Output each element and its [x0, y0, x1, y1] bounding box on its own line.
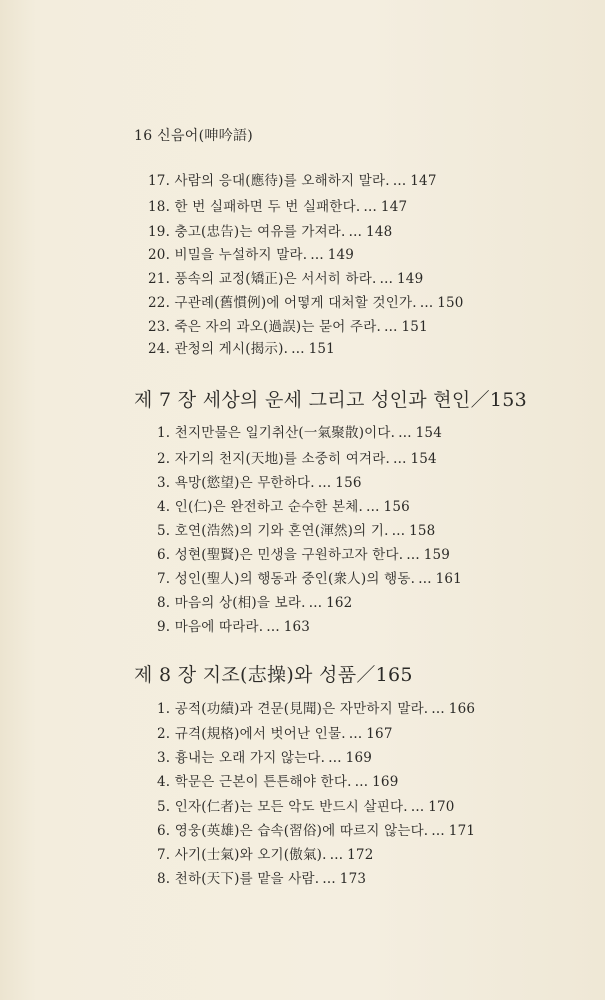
toc-entry [148, 270, 423, 288]
toc-leader: … [431, 823, 446, 839]
toc-page-number: 154 [410, 451, 437, 467]
toc-entry-text: 4. 인(仁)은 완전하고 순수한 본체. [157, 499, 364, 515]
toc-leader: … [348, 224, 364, 240]
toc-page-number: 151 [308, 341, 335, 357]
toc-leader: … [379, 271, 395, 287]
toc-page-number: 158 [409, 523, 436, 539]
toc-entry [157, 498, 410, 516]
toc-entry-text: 4. 학문은 근본이 튼튼해야 한다. [157, 774, 352, 790]
toc-leader: … [317, 475, 333, 491]
toc-page-number: 163 [283, 619, 311, 635]
toc-entry-text: 7. 사기(士氣)와 오기(傲氣). [157, 847, 327, 863]
toc-entry-text: 6. 성현(聖賢)은 민생을 구원하고자 한다. [157, 547, 404, 563]
toc-entry [157, 570, 462, 588]
toc-page-number: 161 [435, 571, 462, 587]
toc-page-number: 154 [415, 425, 443, 441]
toc-page-number: 169 [372, 774, 399, 790]
toc-entry [148, 223, 392, 241]
toc-entry-text: 21. 풍속의 교정(矯正)은 서서히 하라. [148, 271, 377, 287]
toc-entry [148, 340, 335, 358]
toc-entry-text: 8. 천하(天下)를 맡을 사람. [157, 871, 320, 887]
toc-entry [157, 424, 442, 442]
toc-page-number: 149 [397, 271, 424, 287]
toc-page-number: 170 [428, 799, 455, 815]
toc-leader: … [363, 199, 378, 215]
toc-entry [157, 618, 310, 636]
toc-entry-text: 2. 자기의 천지(天地)를 소중히 여겨라. [157, 451, 390, 467]
toc-leader: … [354, 774, 370, 790]
toc-entry-text: 24. 관청의 게시(揭示). [148, 341, 289, 357]
toc-page-number: 156 [335, 475, 362, 491]
toc-entry [157, 749, 372, 767]
toc-leader: … [291, 341, 306, 357]
toc-page-number: 171 [448, 823, 476, 839]
toc-entry-text: 5. 인자(仁者)는 모든 악도 반드시 살핀다. [157, 799, 408, 815]
toc-page-number: 167 [366, 726, 393, 742]
toc-entry [157, 773, 399, 791]
toc-entry-text: 1. 천지만물은 일기취산(一氣聚散)이다. [157, 425, 396, 441]
toc-entry-text: 17. 사람의 응대(應待)를 오해하지 말라. [148, 173, 390, 189]
toc-leader: … [328, 750, 343, 766]
toc-entry-text: 2. 규격(規格)에서 벗어난 인물. [157, 726, 346, 742]
toc-page-number: 151 [401, 319, 428, 335]
toc-leader: … [308, 595, 324, 611]
toc-entry [157, 846, 374, 864]
toc-entry [157, 870, 366, 888]
toc-page-number: 173 [339, 871, 367, 887]
toc-page-number: 166 [448, 701, 476, 717]
toc-leader: … [410, 799, 426, 815]
toc-entry [157, 474, 362, 492]
toc-entry [157, 450, 437, 468]
toc-leader: … [329, 847, 345, 863]
toc-entry [157, 725, 393, 743]
toc-page-number: 169 [345, 750, 373, 766]
toc-entry-text: 5. 호연(浩然)의 기와 혼연(渾然)의 기. [157, 523, 389, 539]
toc-leader: … [310, 247, 325, 263]
toc-entry-text: 19. 충고(忠告)는 여유를 가져라. [148, 224, 346, 240]
chapter-8-heading: 제 8 장 지조(志操)와 성품／165 [134, 664, 413, 686]
toc-entry-text: 1. 공적(功績)과 견문(見聞)은 자만하지 말라. [157, 701, 429, 717]
toc-entry-text: 6. 영웅(英雄)은 습속(習俗)에 따르지 않는다. [157, 823, 429, 839]
toc-leader: … [419, 295, 435, 311]
toc-leader: … [406, 547, 421, 563]
toc-entry-text: 20. 비밀을 누설하지 말라. [148, 247, 308, 263]
toc-entry-text: 8. 마음의 상(相)을 보라. [157, 595, 306, 611]
toc-leader: … [392, 173, 408, 189]
toc-entry [148, 198, 407, 216]
toc-entry [157, 822, 475, 840]
toc-page-number: 147 [380, 199, 408, 215]
toc-leader: … [322, 871, 337, 887]
toc-page-number: 149 [327, 247, 355, 263]
toc-leader: … [431, 701, 446, 717]
toc-entry [148, 172, 437, 190]
toc-entry-text: 18. 한 번 실패하면 두 번 실패한다. [148, 199, 361, 215]
toc-entry [157, 700, 475, 718]
toc-entry-text: 22. 구관례(舊慣例)에 어떻게 대처할 것인가. [148, 295, 417, 311]
toc-entry-text: 3. 흉내는 오래 가지 않는다. [157, 750, 326, 766]
toc-page-number: 150 [437, 295, 464, 311]
toc-entry [148, 294, 464, 312]
toc-leader: … [418, 571, 433, 587]
toc-entry-text: 7. 성인(聖人)의 행동과 중인(衆人)의 행동. [157, 571, 416, 587]
toc-entry [157, 594, 352, 612]
toc-entry [157, 546, 450, 564]
toc-page-number: 156 [383, 499, 410, 515]
toc-page-number: 159 [423, 547, 451, 563]
toc-entry-text: 23. 죽은 자의 과오(過誤)는 묻어 주라. [148, 319, 382, 335]
toc-leader: … [392, 451, 408, 467]
toc-entry [157, 522, 435, 540]
toc-page-number: 147 [410, 173, 437, 189]
toc-page-number: 148 [366, 224, 393, 240]
toc-leader: … [391, 523, 407, 539]
toc-leader: … [398, 425, 413, 441]
toc-entry-text: 3. 욕망(慾望)은 무한하다. [157, 475, 315, 491]
toc-entry [148, 246, 354, 264]
toc-page-number: 172 [347, 847, 374, 863]
toc-entry [157, 798, 455, 816]
toc-entry-text: 9. 마음에 따라라. [157, 619, 264, 635]
running-head: 16 신음어(呻吟語) [134, 128, 254, 144]
toc-leader: … [384, 319, 399, 335]
toc-leader: … [348, 726, 364, 742]
toc-entry [148, 318, 428, 336]
toc-leader: … [366, 499, 381, 515]
toc-leader: … [266, 619, 281, 635]
chapter-7-heading: 제 7 장 세상의 운세 그리고 성인과 현인／153 [134, 389, 528, 411]
toc-page-number: 162 [326, 595, 353, 611]
